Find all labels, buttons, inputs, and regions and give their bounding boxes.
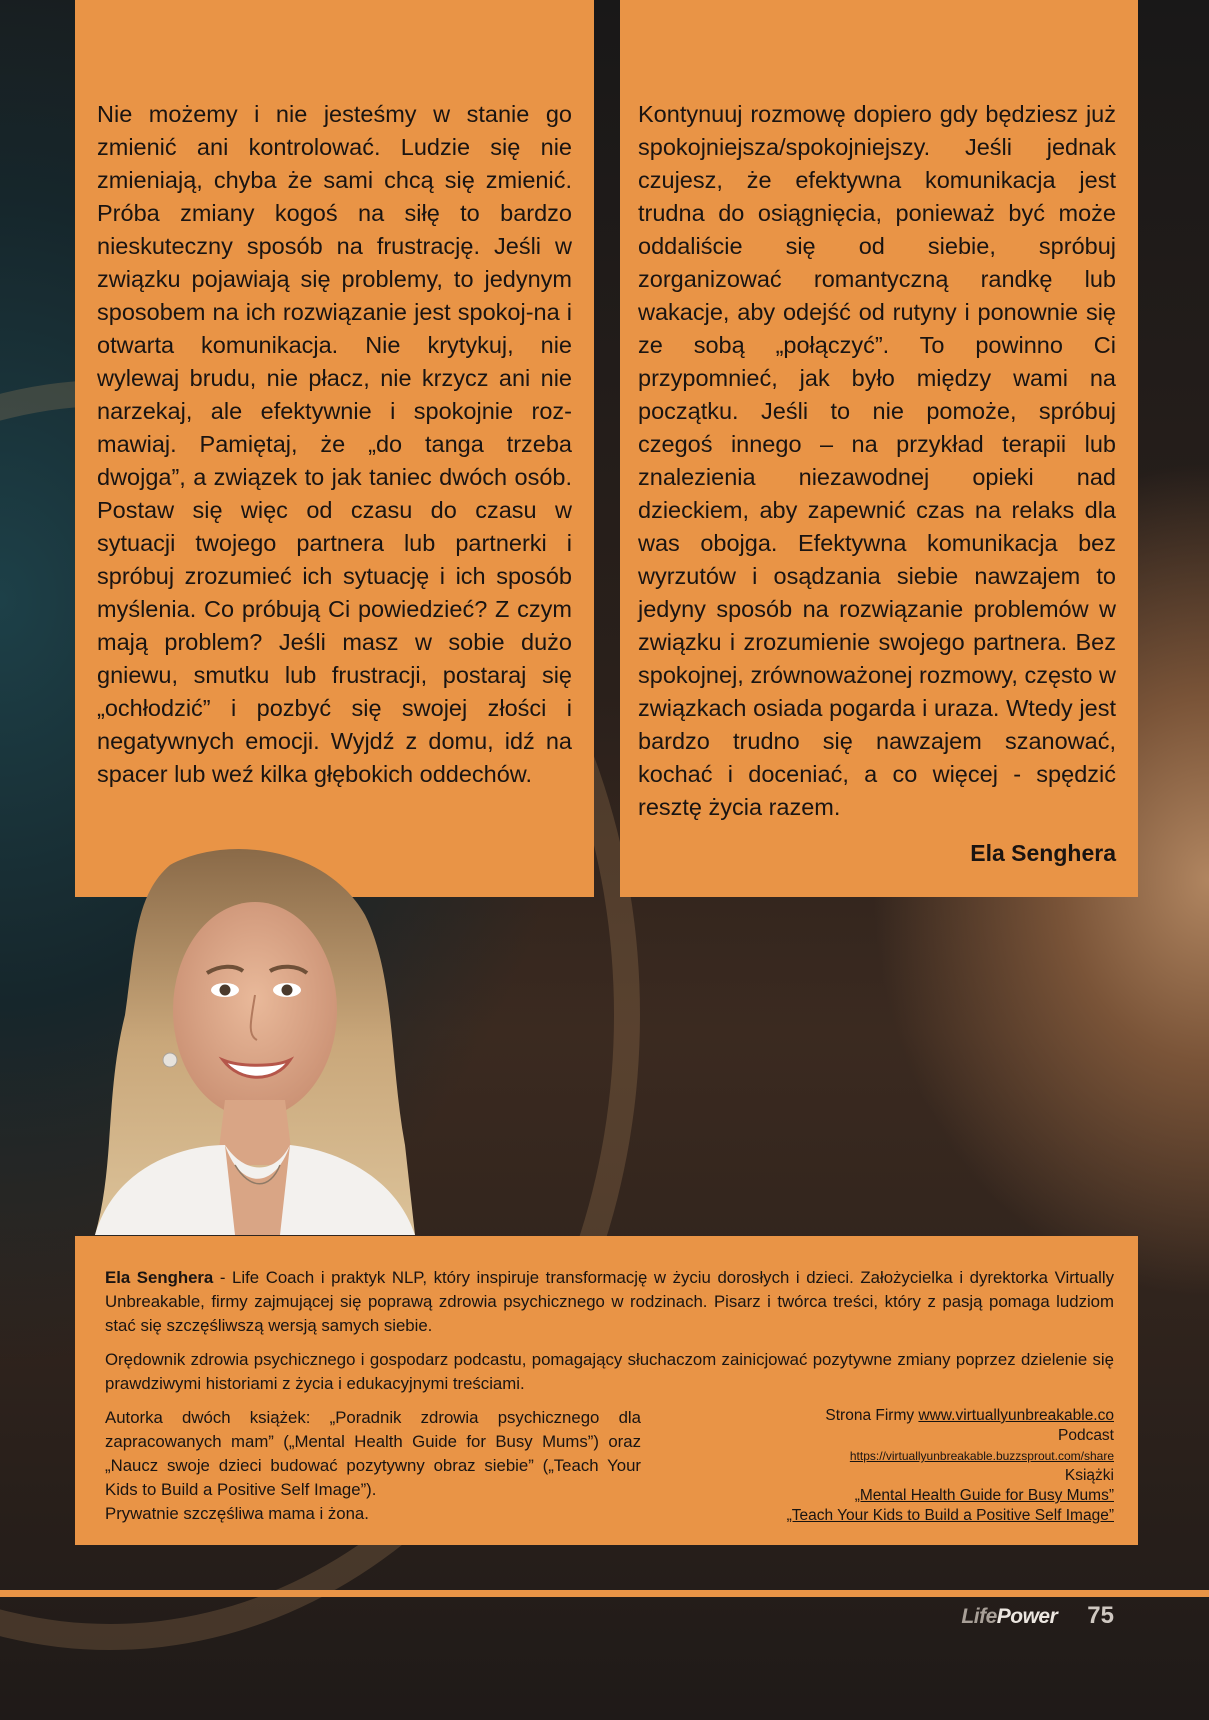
books-link-label: Książki xyxy=(1064,1467,1114,1484)
page-footer xyxy=(961,1602,1114,1630)
lifepower-logo: LifePower xyxy=(961,1605,1058,1628)
bio-books-block xyxy=(105,1406,641,1526)
bio-intro xyxy=(105,1266,1114,1338)
article-text-right: Kontynuuj rozmowę dopiero gdy będziesz już spokojniejsza/spokojniejszy. Jeśli jednak czujesz, że efektywna komunikacja jest trudna do osiągnięcia, ponieważ być może oddaliście się od siebie, spróbuj zorganizować romantyczną randkę lub wakacje, aby odejść od rutyny i ponownie się ze sobą „połączyć”. To powinno Ci przypomnieć, jak było między wami na początku. Jeśli to nie pomoże, spróbuj czegoś innego – na przykład terapii lub znalezienia niezawodnej opieki nad dzieckiem, aby zapewnić czas na relaks dla was obojga. Efektywna komunikacja bez wyrzutów i osądzania siebie nawzajem to jedyny sposób na rozwiązanie problemów w związku i zrozumienie swojego partnera. Bez spokojnej, zrównoważonej rozmowy, często w związkach osiada pogarda i uraza. Wtedy jest bardzo trudno się nawzajem szanować, kochać i doceniać, a co więcej - spędzić resztę życia razem. xyxy=(638,101,1116,820)
book-link-mental-health-guide[interactable]: „Mental Health Guide for Busy Mums” xyxy=(854,1487,1114,1504)
bio-private-line: Prywatnie szczęśliwa mama i żona. xyxy=(105,1504,369,1523)
bio-books-paragraph: Autorka dwóch książek: „Poradnik zdrowia psychicznego dla zapracowanych mam” („Mental Health Guide for Busy Mums”) oraz „Naucz swoje dzieci budować pozytywny obraz siebie” („Teach Your Kids to Build a Positive Self Image”). xyxy=(105,1408,641,1499)
podcast-link[interactable]: https://virtuallyunbreakable.buzzsprout.com/share xyxy=(849,1449,1114,1463)
podcast-link-label: Podcast xyxy=(1057,1427,1114,1444)
author-portrait-photo xyxy=(75,845,428,1235)
article-author-signature: Ela Senghera xyxy=(970,840,1116,866)
footer-divider-rule xyxy=(0,1590,1209,1597)
article-column-left xyxy=(75,0,594,897)
article-column-right xyxy=(620,0,1138,897)
article-text-left: Nie możemy i nie jesteśmy w stanie go zmienić ani kontrolować. Ludzie się nie zmieniają, chyba że sami chcą się zmienić. Próba zmiany kogoś na siłę to bardzo nieskuteczny sposób na frustrację. Jeśli w związku pojawiają się problemy, to jedynym sposobem na ich rozwiązanie jest spokoj-na i otwarta komunikacja. Nie krytykuj, nie wylewaj brudu, nie płacz, nie krzycz ani nie narzekaj, ale efektywnie i spokojnie roz-mawiaj. Pamiętaj, że „do tanga trzeba dwojga”, a związek to jak taniec dwóch osób. Postaw się więc od czasu do czasu w sytuacji twojego partnera lub partnerki i spróbuj zrozumieć ich sytuację i ich sposób myślenia. Co próbują Ci powiedzieć? Z czym mają problem? Jeśli masz w sobie dużo gniewu, smutku lub frustracji, postaraj się „ochłodzić” i pozbyć się swojej złości i negatywnych emocji. Wyjdź z domu, idź na spacer lub weź kilka głębokich oddechów. xyxy=(97,101,572,787)
book-link-teach-your-kids[interactable]: „Teach Your Kids to Build a Positive Self Image” xyxy=(786,1507,1114,1524)
bio-links xyxy=(787,1406,1114,1526)
company-website-link[interactable]: www.virtuallyunbreakable.co xyxy=(918,1407,1114,1424)
company-link-label: Strona Firmy xyxy=(825,1407,919,1424)
author-bio-box xyxy=(75,1236,1138,1545)
bio-name: Ela Senghera xyxy=(105,1268,214,1287)
bio-podcast-paragraph: Orędownik zdrowia psychicznego i gospodarz podcastu, pomagający słuchaczom zainicjować pozytywne zmiany poprzez dzielenie się prawdziwymi historiami z życia i edukacyjnymi treściami. xyxy=(105,1350,1114,1393)
bio-intro-text: - Life Coach i praktyk NLP, który inspiruje transformację w życiu dorosłych i dzieci. Założycielka i dyrektorka Virtually Unbreakable, firmy zajmującej się poprawą zdrowia psychicznego w rodzinach. Pisarz i twórca treści, który z pasją pomaga ludziom stać się szczęśliwszą wersją samych siebie. xyxy=(105,1268,1114,1335)
page-number: 75 xyxy=(1087,1602,1114,1629)
